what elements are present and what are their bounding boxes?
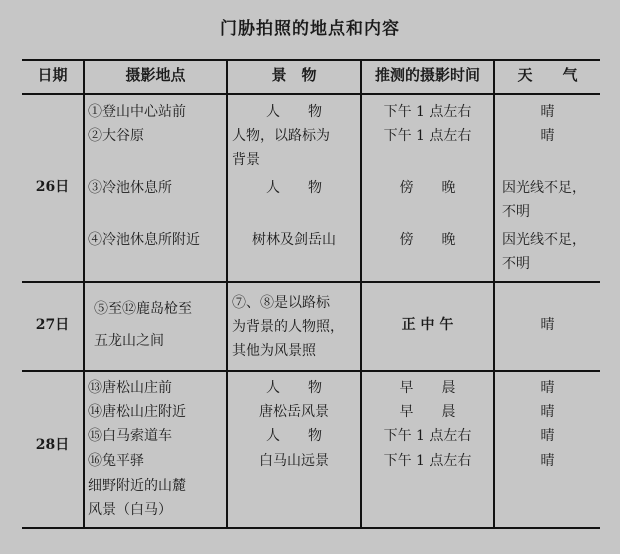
weather-cell: 晴 [540, 128, 555, 144]
location-cell: ③冷池休息所 [88, 180, 172, 196]
subject-cell: 人 物 [266, 428, 322, 444]
header-weather: 天 气 [517, 66, 578, 84]
subject-cell: ⑦、⑧是以路标 [232, 295, 330, 311]
location-cell: ⑬唐松山庄前 [88, 380, 172, 396]
header-location: 摄影地点 [125, 66, 186, 84]
subject-cell: 白马山远景 [259, 453, 329, 469]
table-top-rule [22, 59, 600, 61]
location-cell: ①登山中心站前 [88, 104, 186, 120]
subject-cell: 背景 [232, 152, 260, 168]
weather-cell: 晴 [540, 104, 555, 120]
time-cell: 下午 1 点左右 [383, 128, 472, 144]
header-bottom-rule [22, 93, 600, 95]
time-cell: 早 晨 [399, 404, 456, 420]
subject-cell: 人 物 [266, 380, 322, 396]
time-cell: 傍 晚 [399, 232, 456, 248]
weather-cell: 晴 [540, 453, 555, 469]
subject-cell: 树林及剑岳山 [252, 232, 336, 248]
location-cell: ④冷池休息所附近 [88, 232, 200, 248]
subject-cell: 其他为风景照 [232, 343, 316, 359]
date-cell: 28日 [35, 437, 70, 453]
subject-cell: 人 物 [266, 180, 322, 196]
header-time: 推测的摄影时间 [374, 66, 480, 84]
weather-cell: 晴 [540, 317, 555, 333]
time-cell: 傍 晚 [399, 180, 456, 196]
time-cell: 下午 1 点左右 [383, 453, 472, 469]
weather-cell: 晴 [540, 380, 555, 396]
subject-cell: 为背景的人物照， [232, 319, 344, 335]
subject-cell: 人物，以路标为 [232, 128, 330, 144]
location-cell: ②大谷原 [88, 128, 144, 144]
date-cell: 26日 [35, 179, 70, 195]
location-cell: 五龙山之间 [94, 333, 164, 349]
location-cell: 风景（白马） [88, 502, 172, 518]
location-cell: ⑯兔平驿 [88, 453, 144, 469]
location-cell: ⑮白马索道车 [88, 428, 172, 444]
header-date: 日期 [37, 66, 68, 84]
weather-cell: 晴 [540, 404, 555, 420]
weather-cell: 不明 [502, 204, 530, 220]
time-cell: 下午 1 点左右 [383, 104, 472, 120]
weather-cell: 晴 [540, 428, 555, 444]
weather-cell: 因光线不足， [502, 180, 586, 196]
time-cell: 早 晨 [399, 380, 456, 396]
col-divider-1 [83, 59, 85, 529]
weather-cell: 不明 [502, 256, 530, 272]
header-subject: 景 物 [271, 66, 317, 84]
row-divider-2 [22, 370, 600, 372]
subject-cell: 唐松岳风景 [259, 404, 329, 420]
time-cell: 下午 1 点左右 [383, 428, 472, 444]
row-divider-1 [22, 281, 600, 283]
table-bottom-rule [22, 527, 600, 529]
subject-cell: 人 物 [266, 104, 322, 120]
location-cell: ⑭唐松山庄附近 [88, 404, 186, 420]
location-cell: ⑤至⑫鹿岛枪至 [94, 301, 192, 317]
table-title: 门胁拍照的地点和内容 [220, 19, 400, 39]
weather-cell: 因光线不足， [502, 232, 586, 248]
location-cell: 细野附近的山麓 [88, 478, 186, 494]
date-cell: 27日 [35, 317, 70, 333]
time-cell: 正 中 午 [401, 317, 454, 333]
